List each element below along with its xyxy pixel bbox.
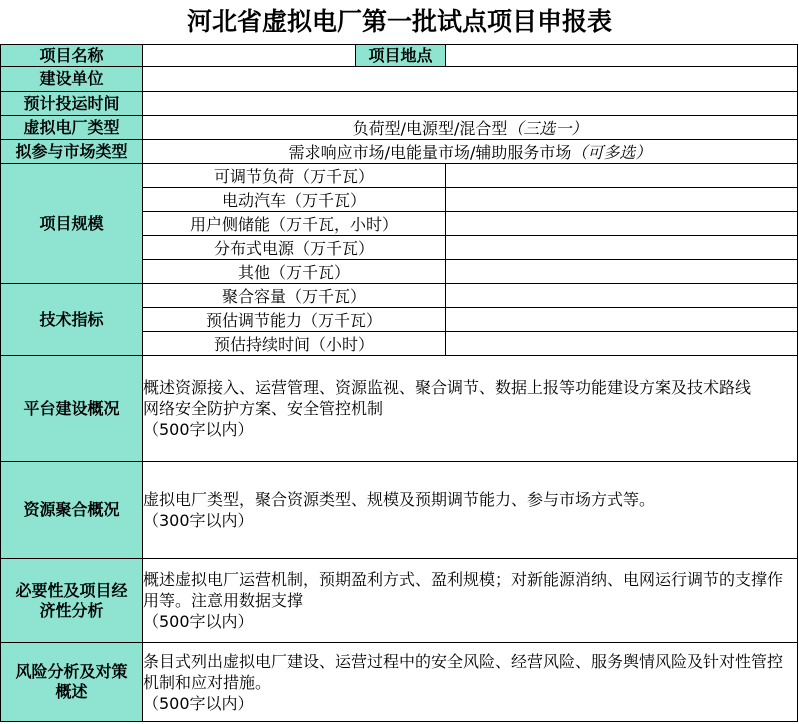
tech-item-label: 预估调节能力（万千瓦） (143, 308, 446, 332)
scale-item-label: 分布式电源（万千瓦） (143, 236, 446, 260)
vpp-type-options: 负荷型/电源型/混合型 (352, 119, 508, 138)
scale-item-value[interactable] (446, 164, 798, 188)
platform-desc-line2: 网络安全防护方案、安全管控机制 (143, 399, 384, 418)
tech-item-value[interactable] (446, 284, 798, 308)
scale-item-value[interactable] (446, 236, 798, 260)
risk-desc-line1: 条目式列出虚拟电厂建设、运营过程中的安全风险、经营风险、服务舆情风险及针对性管控机制和应对措施。 (143, 651, 784, 692)
row-risk (1, 643, 798, 722)
label-project-scale: 项目规模 (1, 164, 143, 284)
row-scale-1 (1, 164, 798, 188)
commission-time-field[interactable] (143, 92, 798, 116)
scale-item-value[interactable] (446, 188, 798, 212)
scale-item-value[interactable] (446, 260, 798, 284)
row-platform (1, 356, 798, 462)
platform-word-limit: （500字以内） (143, 420, 254, 439)
necessity-analysis-field[interactable] (143, 559, 798, 643)
necessity-desc-line1: 概述虚拟电厂运营机制，预期盈利方式、盈利规模；对新能源消纳、电网运行调节的支撑作用等。注意用数据支撑 (143, 570, 784, 610)
label-platform-overview: 平台建设概况 (1, 356, 143, 462)
scale-item-label: 其他（万千瓦） (143, 260, 446, 284)
scale-item-label: 可调节负荷（万千瓦） (143, 164, 446, 188)
label-commission-time: 预计投运时间 (1, 92, 143, 116)
project-name-field[interactable] (143, 45, 356, 67)
resource-overview-field[interactable] (143, 462, 798, 559)
row-builder (1, 67, 798, 92)
label-risk-analysis (1, 643, 143, 722)
project-location-field[interactable] (446, 45, 798, 67)
tech-item-value[interactable] (446, 332, 798, 356)
label-project-location: 项目地点 (356, 45, 446, 67)
tech-item-value[interactable] (446, 308, 798, 332)
label-tech-indicators: 技术指标 (1, 284, 143, 356)
resource-desc-line1: 虚拟电厂类型，聚合资源类型、规模及预期调节能力、参与市场方式等。 (143, 490, 656, 509)
builder-field[interactable] (143, 67, 798, 92)
row-project-name (1, 45, 798, 67)
necessity-word-limit: （500字以内） (143, 612, 254, 631)
scale-item-label: 电动汽车（万千瓦） (143, 188, 446, 212)
label-project-name: 项目名称 (1, 45, 143, 67)
row-tech-1 (1, 284, 798, 308)
row-commission-time (1, 92, 798, 116)
scale-item-value[interactable] (446, 212, 798, 236)
row-vpp-type (1, 116, 798, 140)
application-form-table (0, 44, 798, 722)
row-resource (1, 462, 798, 559)
label-market-type: 拟参与市场类型 (1, 140, 143, 164)
tech-item-label: 聚合容量（万千瓦） (143, 284, 446, 308)
row-necessity (1, 559, 798, 643)
risk-analysis-field[interactable] (143, 643, 798, 722)
vpp-type-field[interactable] (143, 116, 798, 140)
label-necessity-line1: 必要性及项目经 (15, 580, 128, 600)
market-type-options: 需求响应市场/电能量市场/辅助服务市场 (288, 143, 572, 162)
market-type-hint: （可多选） (571, 143, 652, 162)
label-vpp-type: 虚拟电厂类型 (1, 116, 143, 140)
resource-word-limit: （300字以内） (143, 511, 254, 530)
row-market-type (1, 140, 798, 164)
label-necessity-line2: 济性分析 (39, 600, 104, 620)
tech-item-label: 预估持续时间（小时） (143, 332, 446, 356)
label-necessity-analysis (1, 559, 143, 643)
vpp-type-hint: （三选一） (507, 119, 588, 138)
label-builder: 建设单位 (1, 67, 143, 92)
label-resource-overview: 资源聚合概况 (1, 462, 143, 559)
platform-desc-line1: 概述资源接入、运营管理、资源监视、聚合调节、数据上报等功能建设方案及技术路线 (143, 378, 752, 397)
label-risk-line2: 概述 (55, 682, 88, 701)
label-risk-line1: 风险分析及对策 (15, 662, 128, 681)
risk-word-limit: （500字以内） (143, 693, 254, 713)
market-type-field[interactable] (143, 140, 798, 164)
scale-item-label: 用户侧储能（万千瓦，小时） (143, 212, 446, 236)
platform-overview-field[interactable] (143, 356, 798, 462)
form-title: 河北省虚拟电厂第一批试点项目申报表 (186, 7, 612, 36)
